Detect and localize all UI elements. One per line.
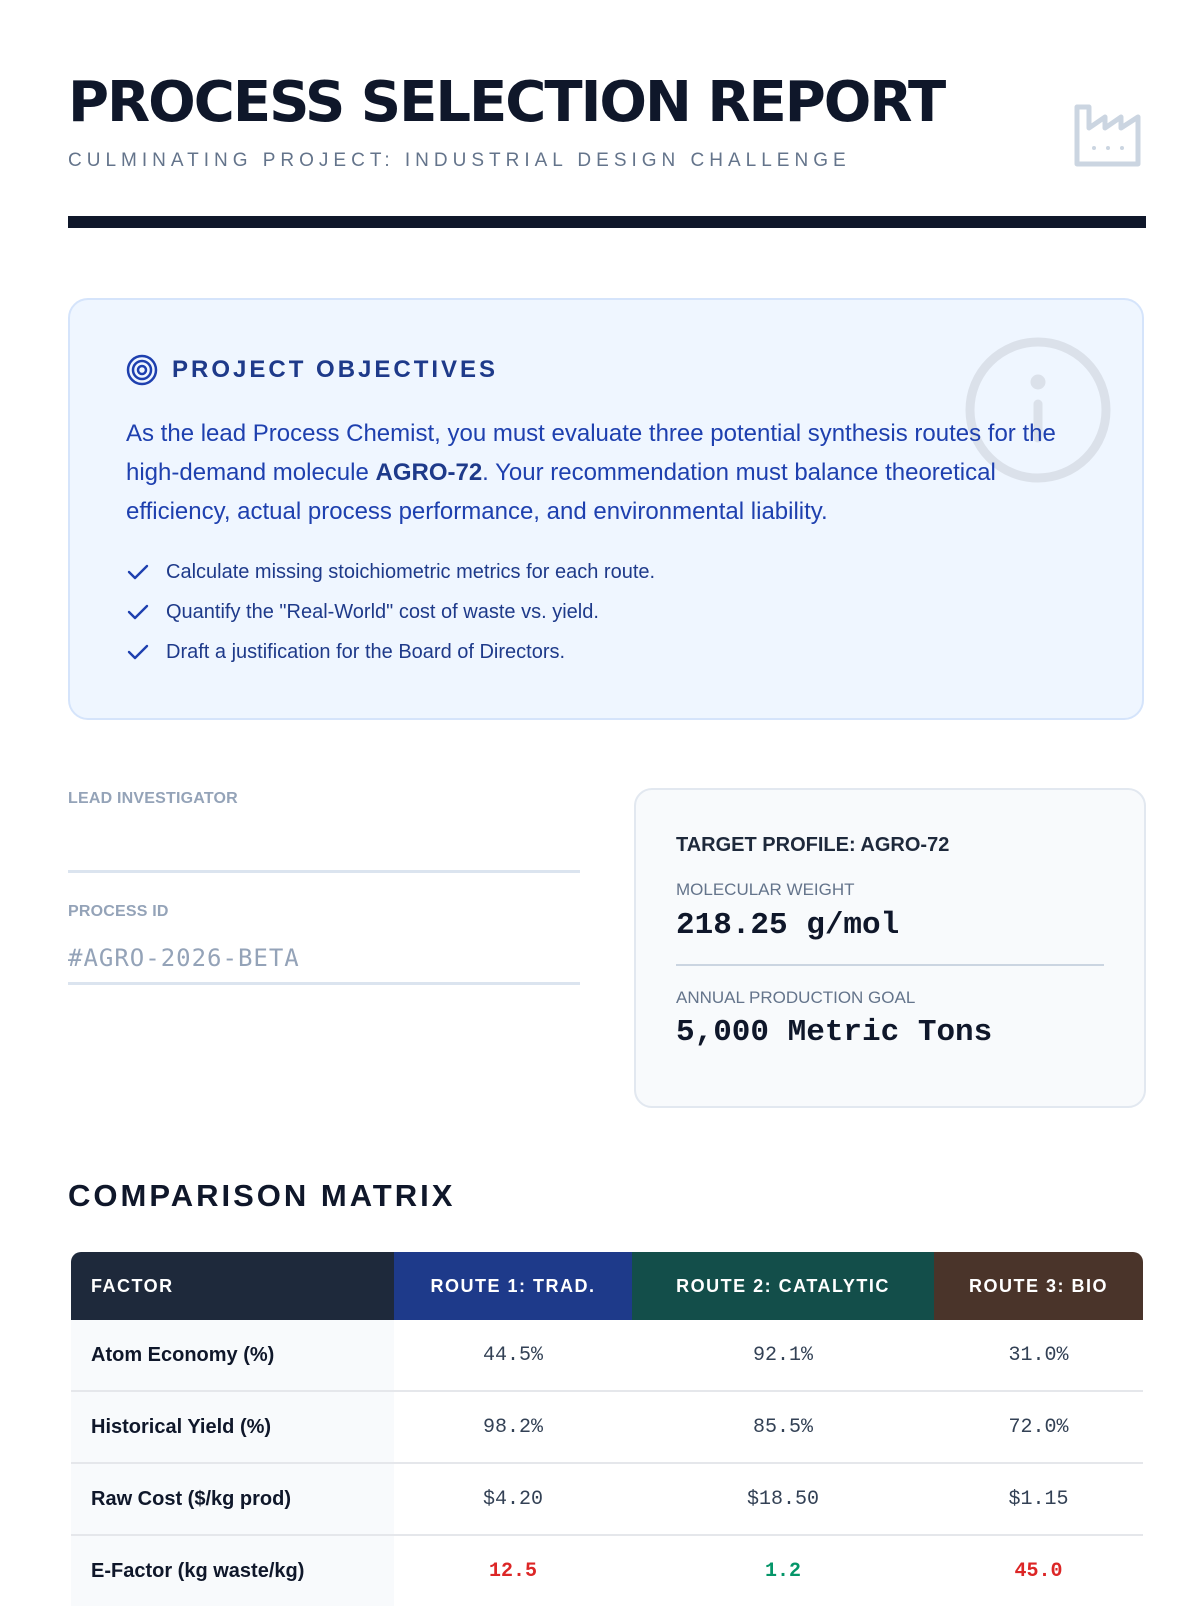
objectives-header — [126, 354, 498, 386]
objectives-checklist — [126, 552, 655, 672]
route-3-cell: 72.0% — [934, 1391, 1143, 1463]
header-divider — [68, 216, 1146, 228]
process-id-underline — [68, 982, 580, 985]
factor-cell: Atom Economy (%) — [71, 1320, 394, 1391]
table-row — [71, 1463, 1143, 1535]
route-2-cell: 1.2 — [764, 1559, 801, 1583]
route-1-cell: 12.5 — [488, 1559, 537, 1583]
route-2-cell: $18.50 — [632, 1463, 934, 1535]
objectives-intro: As the lead Process Chemist, you must evaluate three potential synthesis routes for the high-demand molecule — [126, 420, 1056, 486]
molecule-name: AGRO-72 — [375, 459, 483, 486]
table-row — [71, 1320, 1143, 1391]
target-profile-card — [634, 788, 1146, 1108]
table-row — [71, 1535, 1143, 1606]
factor-cell: E-Factor (kg waste/kg) — [71, 1535, 394, 1606]
checklist-text: Calculate missing stoichiometric metrics for each route. — [166, 560, 656, 583]
route-2-cell: 85.5% — [632, 1391, 934, 1463]
molecular-weight-value: 218.25 g/mol — [676, 908, 900, 943]
lead-investigator-label: LEAD INVESTIGATOR — [68, 790, 238, 807]
col-header-route-1: ROUTE 1: TRAD. — [394, 1252, 632, 1320]
objectives-title: PROJECT OBJECTIVES — [172, 356, 499, 383]
route-1-cell: $4.20 — [394, 1463, 632, 1535]
route-2-cell: 92.1% — [632, 1320, 934, 1391]
production-goal-value: 5,000 Metric Tons — [676, 1015, 993, 1050]
route-1-cell: 44.5% — [394, 1320, 632, 1391]
check-icon — [126, 560, 150, 584]
factory-icon — [1072, 98, 1144, 170]
route-3-cell: 31.0% — [934, 1320, 1143, 1391]
target-icon — [126, 354, 158, 386]
objectives-intro-end: . Your recommendation must balance theoretical efficiency, actual process performance, and environmental liability. — [126, 459, 996, 525]
table-row — [71, 1391, 1143, 1463]
col-header-route-2: ROUTE 2: CATALYTIC — [632, 1252, 934, 1320]
matrix-title: COMPARISON MATRIX — [68, 1178, 456, 1213]
table-header-row — [71, 1252, 1143, 1320]
lead-investigator-underline — [68, 870, 580, 873]
checklist-text: Draft a justification for the Board of Directors. — [166, 640, 566, 663]
production-goal-label: ANNUAL PRODUCTION GOAL — [676, 988, 916, 1007]
checklist-item — [126, 632, 655, 672]
check-icon — [126, 640, 150, 664]
objectives-description — [126, 414, 1086, 531]
route-3-cell: $1.15 — [934, 1463, 1143, 1535]
factor-cell: Raw Cost ($/kg prod) — [71, 1463, 394, 1535]
process-id-label: PROCESS ID — [68, 903, 169, 920]
checklist-item — [126, 552, 655, 592]
profile-title: TARGET PROFILE: AGRO-72 — [676, 834, 950, 856]
col-header-factor: FACTOR — [71, 1252, 394, 1320]
profile-divider — [676, 964, 1104, 966]
report-title: PROCESS SELECTION REPORT — [68, 70, 945, 135]
check-icon — [126, 600, 150, 624]
route-1-cell: 98.2% — [394, 1391, 632, 1463]
route-3-cell: 45.0 — [1014, 1559, 1063, 1583]
molecular-weight-label: MOLECULAR WEIGHT — [676, 880, 855, 899]
comparison-table — [71, 1252, 1143, 1606]
report-subtitle: CULMINATING PROJECT: INDUSTRIAL DESIGN CHALLENGE — [68, 150, 851, 171]
process-id-field[interactable]: #AGRO-2026-BETA — [68, 944, 300, 972]
col-header-route-3: ROUTE 3: BIO — [934, 1252, 1143, 1320]
factor-cell: Historical Yield (%) — [71, 1391, 394, 1463]
checklist-item — [126, 592, 655, 632]
objectives-card — [68, 298, 1144, 720]
checklist-text: Quantify the "Real-World" cost of waste vs. yield. — [166, 600, 599, 623]
